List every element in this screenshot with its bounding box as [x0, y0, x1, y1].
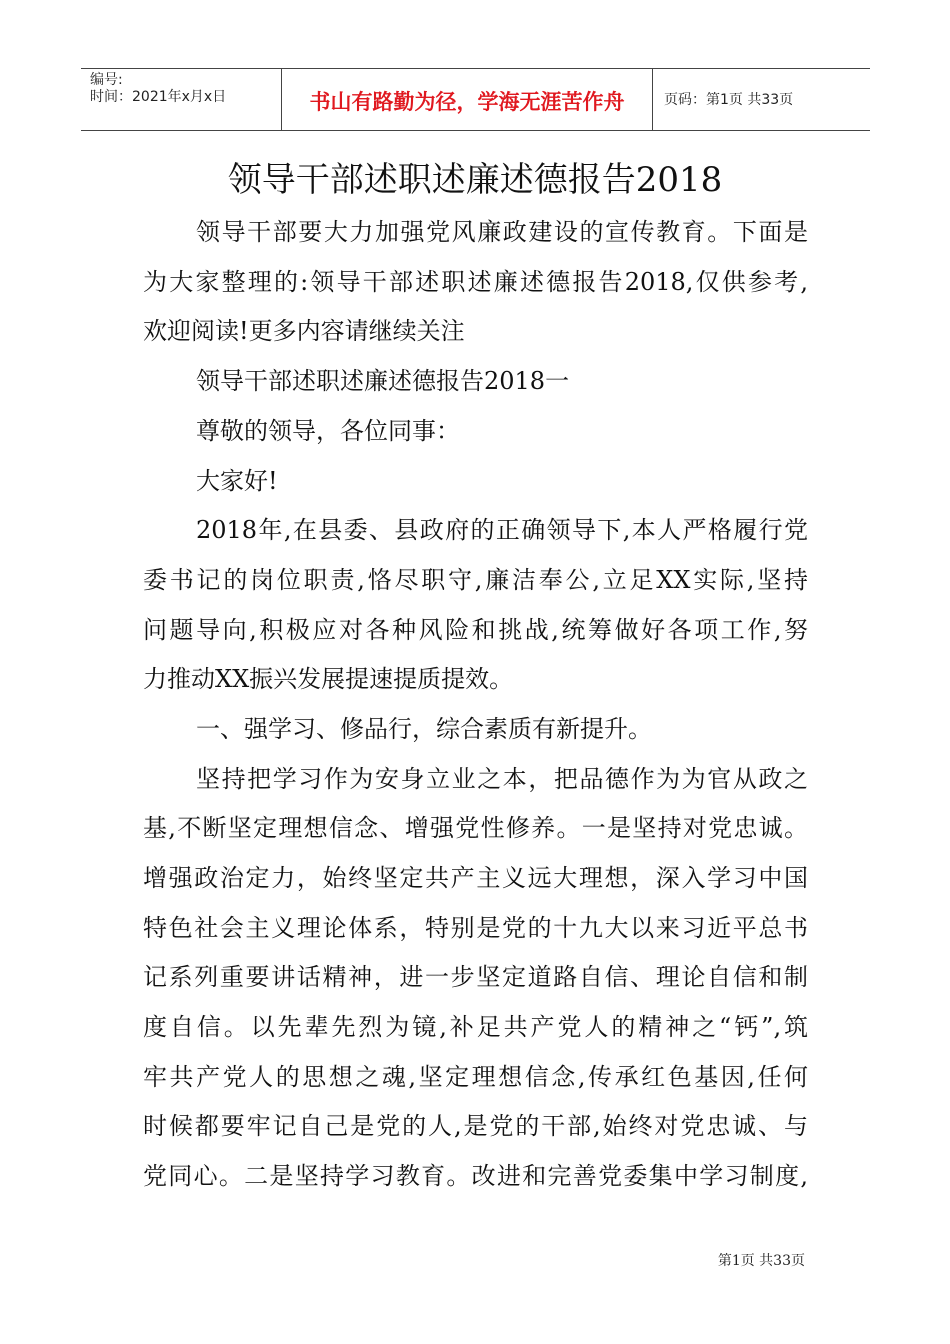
body-line: 问题导向,积极应对各种风险和挑战,统筹做好各项工作,努: [143, 616, 808, 644]
body-line: 增强政治定力，始终坚定共产主义远大理想，深入学习中国: [143, 864, 808, 892]
body-line: 特色社会主义理论体系，特别是党的十九大以来习近平总书: [143, 914, 808, 942]
body-line: 领导干部要大力加强党风廉政建设的宣传教育。下面是: [196, 218, 808, 246]
body-line: 基,不断坚定理想信念、增强党性修养。一是坚持对党忠诚。: [143, 814, 808, 842]
body-line: 欢迎阅读!更多内容请继续关注: [143, 317, 465, 345]
header-motto-cell: [281, 69, 653, 130]
body-line: 大家好!: [196, 467, 278, 495]
body-line: 为大家整理的:领导干部述职述廉述德报告2018,仅供参考,: [143, 268, 808, 296]
header-meta-cell: [81, 69, 281, 130]
body-line: 2018年,在县委、县政府的正确领导下,本人严格履行党: [196, 516, 808, 544]
document-title: 领导干部述职述廉述德报告2018: [227, 160, 723, 200]
body-line: 委书记的岗位职责,恪尽职守,廉洁奉公,立足XX实际,坚持: [143, 566, 808, 594]
body-line: 坚持把学习作为安身立业之本，把品德作为为官从政之: [196, 765, 808, 793]
body-line: 力推动XX振兴发展提速提质提效。: [143, 665, 514, 693]
motto-text: 书山有路勤为径，学海无涯苦作舟: [309, 90, 625, 114]
header-table: [81, 68, 870, 131]
page-footer: 第1页 共33页: [717, 1253, 805, 1269]
header-page-cell: [652, 69, 870, 130]
number-label: 编号:: [90, 72, 123, 88]
time-label: 时间：2021年x月x日: [90, 89, 227, 105]
body-line: 记系列重要讲话精神，进一步坚定道路自信、理论自信和制: [143, 963, 808, 991]
body-line: 时候都要牢记自己是党的人,是党的干部,始终对党忠诚、与: [143, 1112, 808, 1140]
body-line: 尊敬的领导，各位同事：: [196, 417, 460, 445]
body-line: 党同心。二是坚持学习教育。改进和完善党委集中学习制度,: [143, 1162, 808, 1190]
body-line: 领导干部述职述廉述德报告2018一: [196, 367, 570, 395]
body-line: 牢共产党人的思想之魂,坚定理想信念,传承红色基因,任何: [143, 1063, 808, 1091]
page-info: 页码：第1页 共33页: [664, 92, 794, 108]
section-heading: 一、强学习、修品行，综合素质有新提升。: [196, 715, 652, 743]
body-line: 度自信。以先辈先烈为镜,补足共产党人的精神之“钙”,筑: [143, 1013, 808, 1041]
